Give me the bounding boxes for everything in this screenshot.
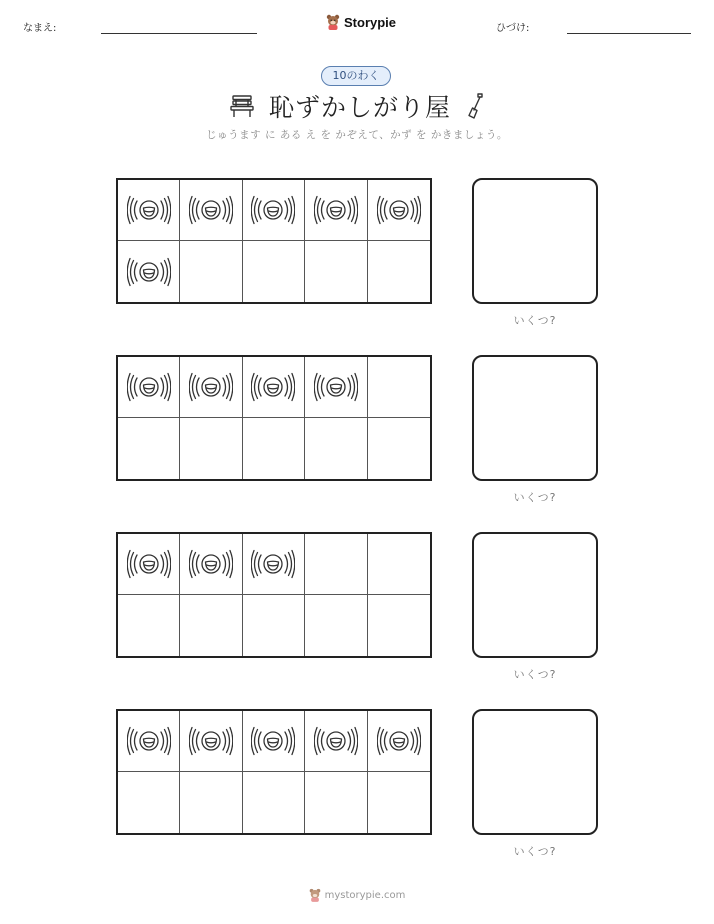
ten-frame-cell	[180, 534, 242, 595]
shy-face-icon	[189, 547, 233, 581]
ten-frame-cell	[243, 241, 305, 302]
ten-frame-cell	[305, 595, 367, 656]
ten-frame-cell	[305, 180, 367, 241]
shy-face-icon	[127, 255, 171, 289]
ten-frame-cell	[180, 595, 242, 656]
shy-face-icon	[127, 547, 171, 581]
ten-frame-cell	[180, 357, 242, 418]
ten-frame-cell	[368, 595, 430, 656]
ten-frame-tag: 10のわく	[321, 66, 391, 86]
brand-name: Storypie	[344, 14, 397, 30]
ten-frame-cell	[305, 711, 367, 772]
instructions: じゅうます に ある え を かぞえて、かず を かきましょう。	[206, 129, 508, 141]
answer-box[interactable]	[472, 709, 598, 835]
shy-face-icon	[189, 370, 233, 404]
shovel-icon	[465, 92, 485, 120]
shy-face-icon	[377, 193, 421, 227]
ten-frame	[116, 532, 432, 658]
ten-frame-cell	[180, 180, 242, 241]
ten-frame-cell	[305, 241, 367, 302]
ten-frame-cell	[118, 418, 180, 479]
footer-site: mystorypie.com	[324, 889, 406, 901]
bear-mascot-icon	[326, 14, 340, 30]
shy-face-icon	[189, 724, 233, 758]
ten-frame-cell	[118, 357, 180, 418]
ten-frame-cell	[180, 241, 242, 302]
ten-frame-cell	[368, 711, 430, 772]
shy-face-icon	[251, 370, 295, 404]
bear-mascot-icon	[309, 888, 321, 902]
ten-frame	[116, 178, 432, 304]
ten-frame-cell	[368, 772, 430, 833]
answer-box[interactable]	[472, 532, 598, 658]
shy-face-icon	[127, 193, 171, 227]
ten-frame-cell	[243, 711, 305, 772]
brand-logo	[326, 12, 396, 32]
ten-frame-cell	[305, 357, 367, 418]
shy-face-icon	[377, 724, 421, 758]
ten-frame-cell	[118, 241, 180, 302]
ten-frame-cell	[243, 772, 305, 833]
ten-frame-cell	[118, 711, 180, 772]
ten-frame-cell	[118, 534, 180, 595]
ten-frame-cell	[243, 180, 305, 241]
answer-prompt: いくつ?	[513, 668, 557, 681]
answer-box[interactable]	[472, 178, 598, 304]
answer-prompt: いくつ?	[513, 314, 557, 327]
ten-frame-cell	[243, 534, 305, 595]
shy-face-icon	[127, 370, 171, 404]
answer-box[interactable]	[472, 355, 598, 481]
shy-face-icon	[251, 193, 295, 227]
shy-face-icon	[127, 724, 171, 758]
ten-frame-cell	[118, 772, 180, 833]
answer-prompt: いくつ?	[513, 845, 557, 858]
answer-prompt: いくつ?	[513, 491, 557, 504]
date-label: ひづけ:	[496, 23, 530, 34]
ten-frame-cell	[368, 241, 430, 302]
ten-frame-cell	[118, 595, 180, 656]
shy-face-icon	[189, 193, 233, 227]
ten-frame-cell	[368, 180, 430, 241]
name-label: なまえ:	[23, 23, 57, 34]
ten-frame-cell	[180, 711, 242, 772]
ten-frame-cell	[305, 534, 367, 595]
ten-frame-cell	[243, 357, 305, 418]
name-write-line	[101, 33, 257, 34]
ten-frame-cell	[368, 418, 430, 479]
ten-frame	[116, 709, 432, 835]
title-row	[0, 88, 714, 124]
ten-frame-cell	[180, 418, 242, 479]
ten-frame-cell	[243, 595, 305, 656]
footer	[0, 884, 714, 906]
ten-frame-cell	[368, 534, 430, 595]
shy-face-icon	[251, 547, 295, 581]
ten-frame-cell	[305, 418, 367, 479]
shy-face-icon	[251, 724, 295, 758]
ten-frame-cell	[180, 772, 242, 833]
ten-frame-cell	[243, 418, 305, 479]
page-title: 恥ずかしがり屋	[268, 93, 451, 122]
ten-frame-cell	[368, 357, 430, 418]
bench-icon	[229, 93, 255, 119]
date-write-line	[567, 33, 691, 34]
shy-face-icon	[314, 724, 358, 758]
ten-frame-cell	[118, 180, 180, 241]
shy-face-icon	[314, 370, 358, 404]
ten-frame-cell	[305, 772, 367, 833]
shy-face-icon	[314, 193, 358, 227]
ten-frame	[116, 355, 432, 481]
